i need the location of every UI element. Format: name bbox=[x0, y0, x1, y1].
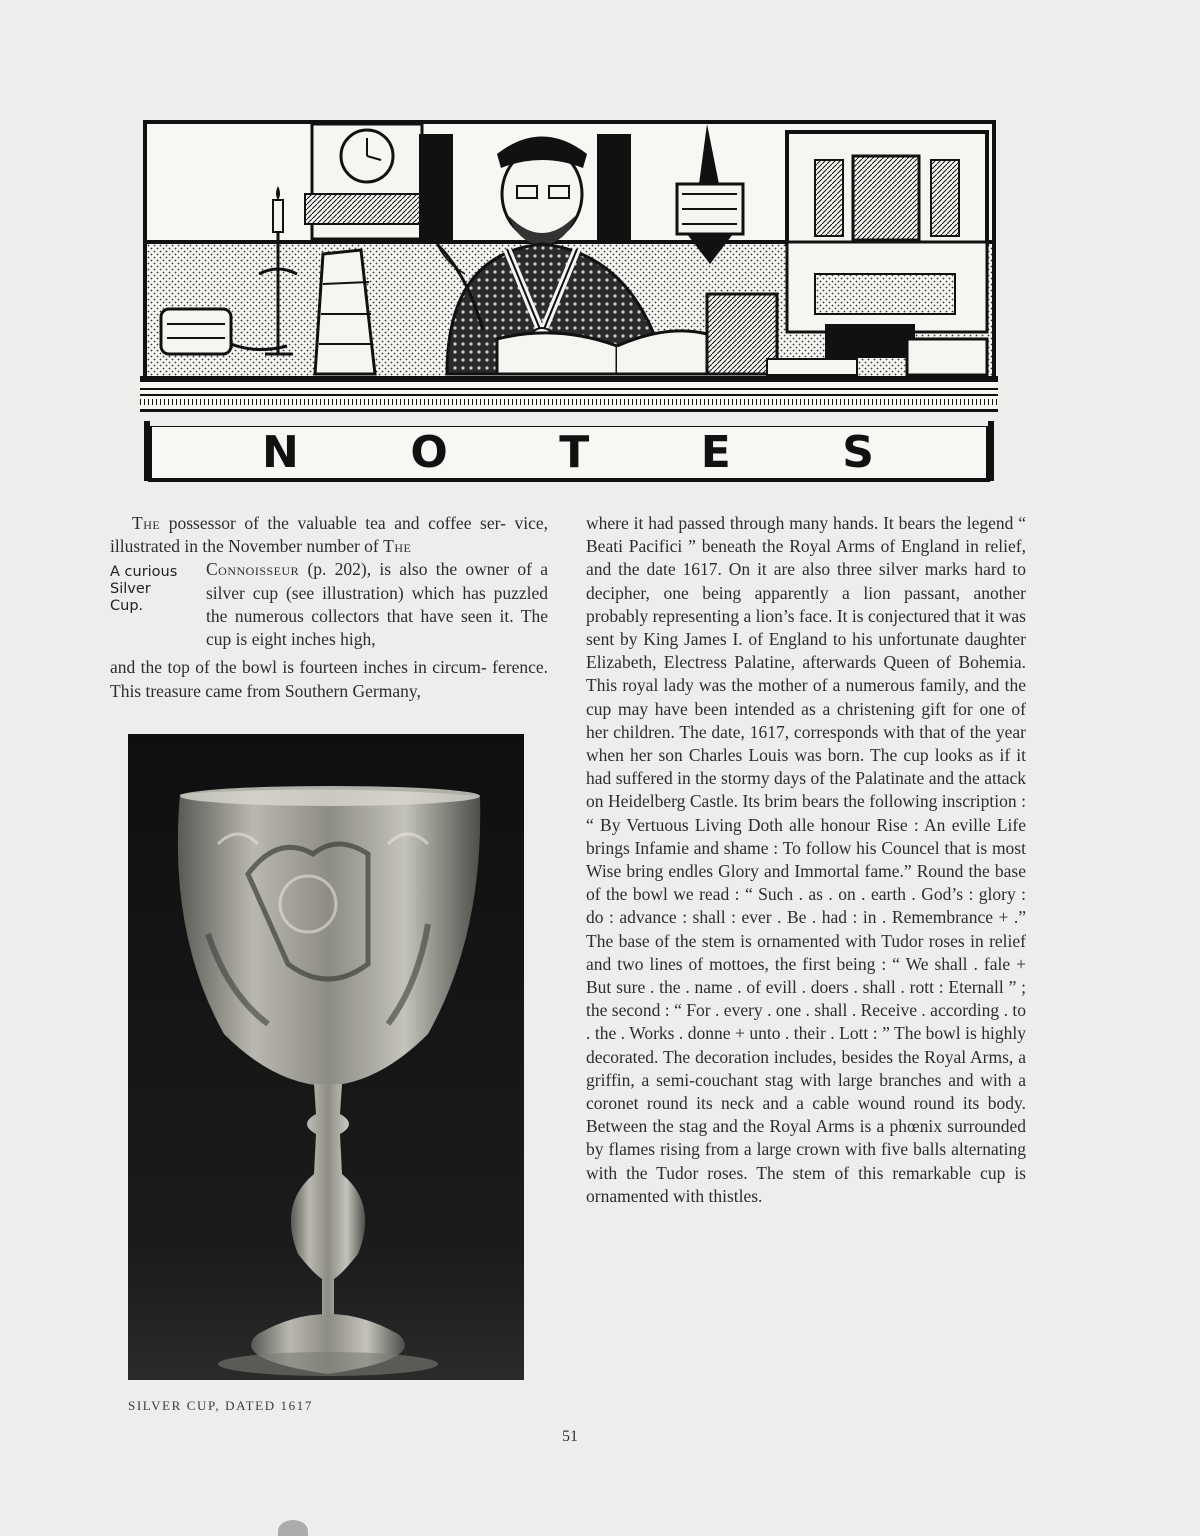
article-paragraph-start bbox=[110, 512, 548, 558]
margin-note-line: Cup. bbox=[110, 598, 144, 615]
opening-word: The bbox=[132, 513, 161, 533]
text-line: (p. 202), is also the owner bbox=[299, 559, 510, 580]
text-line: and the top of the bowl is fourteen inches in circum- bbox=[110, 657, 487, 678]
text-line: vice, illustrated in the November number of bbox=[110, 513, 548, 557]
text-line: seen it. The cup is eight inches high, bbox=[206, 605, 549, 650]
margin-note-line: Silver bbox=[110, 581, 151, 598]
magazine-title: Connoisseur bbox=[206, 559, 300, 580]
magazine-title-word: The bbox=[383, 536, 412, 557]
scholar-engraving bbox=[143, 120, 996, 382]
scan-smudge bbox=[278, 1520, 308, 1536]
silver-cup-image bbox=[128, 734, 524, 1380]
figure-caption: SILVER CUP, DATED 1617 bbox=[128, 1398, 313, 1413]
notes-letter: E bbox=[700, 427, 733, 478]
notes-letter: T bbox=[559, 427, 592, 478]
article-continued-text: where it had passed through many hands. It bears the legend “ Beati Pacifici ” beneath the Royal Arms of England in relief, and the date 1617. On it are also three silver marks hard to decipher, one being apparently a lion passant, another probably representing a lion’s face. It is conjectured that it was sent by King James I. of England to his unfortunate daughter Elizabeth, Electress Palatine, afterwards Queen of Bohemia. This royal lady was the mother of a numerous family, and the cup may have been intended as a christening gift for one of her children. The date, 1617, corresponds with that of the year when her son Charles Louis was born. The cup looks as if it had suffered in the stormy days of the Palatinate and the attack on Heidelberg Castle. Its brim bears the following inscription : “ By Vertuous Living Doth alle honour Rise : An eville Life brings Infamie and shame : To follow his Councel that is most Wise bring endles Glory and Immortal fame.” Round the base of the bowl we read : “ Such . as . on . earth . God’s : glory : do : advance : shall : ever . Be . had : in . Remembrance + .” The base of the stem is ornamented with Tudor roses in relief and two lines of mottoes, the first being : “ We shall . fale + But sure . the . name . of evill . doers . shall . rott : Eternall ” ; the second : “ For . every . one . shall . Receive . according . to . the . Works . donne + unto . their . Lott : ” The bowl is highly decorated. The decoration includes, besides the Royal Arms, a griffin, a semi-couchant stag with large branches and with a coronet round its neck and a cable wound round its body. Between the stag and the Royal Arms is a phœnix surrounded by flames rising from a large crown with five balls alternating with the Tudor roses. The stem of this remarkable cup is ornamented with thistles. bbox=[586, 513, 1026, 1206]
margin-note-line: A curious bbox=[110, 564, 178, 581]
page-number: 51 bbox=[562, 1428, 578, 1445]
notes-header-illustration bbox=[140, 120, 998, 482]
text-line: possessor of the valuable tea and coffee ser- bbox=[160, 513, 506, 533]
text-line: puzzled the numerous collectors that have bbox=[206, 582, 548, 626]
notes-letter: S bbox=[842, 427, 876, 478]
silver-cup-photograph bbox=[128, 734, 524, 1380]
article-right-column bbox=[586, 512, 1026, 1208]
notes-letter: O bbox=[410, 427, 450, 478]
margin-note bbox=[110, 564, 200, 656]
text-line: of a silver cup (see illustration) which has bbox=[206, 559, 548, 603]
engraving-drawing bbox=[147, 124, 992, 378]
article-paragraph-end bbox=[110, 656, 548, 702]
notes-letter: N bbox=[262, 427, 301, 478]
notes-title-banner bbox=[148, 426, 990, 482]
moulding-shelf bbox=[140, 376, 998, 412]
text-line: ference. This treasure came from Southern Germany, bbox=[110, 657, 548, 701]
article-left-column bbox=[110, 512, 548, 703]
